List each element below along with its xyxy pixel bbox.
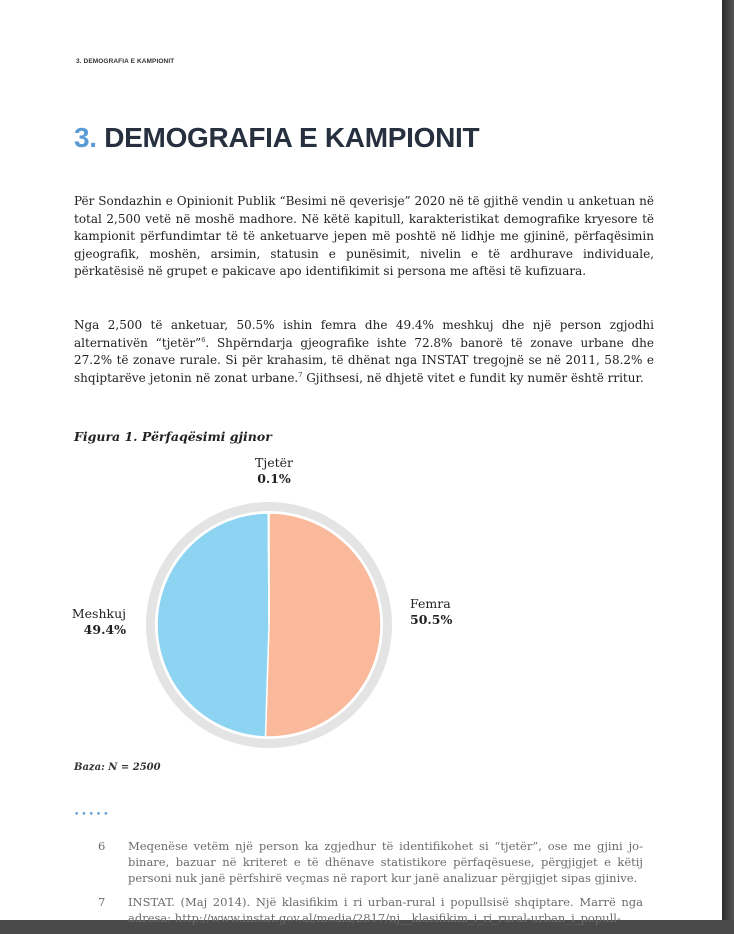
figure-title: Figura 1. Përfaqësimi gjinor	[74, 429, 272, 444]
chapter-title-text: DEMOGRAFIA E KAMPIONIT	[104, 122, 480, 153]
pie-chart-svg	[144, 500, 394, 750]
footnote-divider-dots: •••••	[74, 810, 111, 820]
slice-label-other-value: 0.1%	[257, 471, 291, 486]
paragraph-sample	[74, 317, 654, 387]
slice-label-women	[410, 596, 452, 628]
slice-label-men	[70, 606, 126, 638]
footnote-7	[98, 894, 643, 926]
pie-slice-other	[268, 513, 269, 625]
paragraph-sample-part2: . Shpërndarja gjeografike ishte 72.8% banorë të zonave urbane dhe 27.2% të zonave rurale. Si për krahasim, të dhënat nga INSTAT tregojnë se në 2011, 58.2% e shqiptarëve jetonin në zonat urbane.	[74, 335, 654, 385]
pie-slice-men	[157, 513, 269, 737]
chapter-title	[74, 122, 479, 154]
slice-label-other-name: Tjetër	[255, 455, 294, 470]
slice-label-men-value: 49.4%	[83, 622, 126, 637]
running-header: 3. DEMOGRAFIA E KAMPIONIT	[76, 58, 175, 65]
footnote-6	[98, 838, 643, 886]
slice-label-men-name: Meshkuj	[71, 606, 126, 621]
footnote-number: 7	[98, 895, 106, 909]
paragraph-intro: Për Sondazhin e Opinionit Publik “Besimi në qeverisje” 2020 në të gjithë vendin u anketuan në total 2,500 vetë në moshë madhore. Në këtë kapitull, karakteristikat demografike kryesore të kampionit përfundimtar të të anketuarve jepen më poshtë në lidhje me gjininë, përfaqësimin gjeografik, moshën, arsimin, statusin e punësimit, nivelin e të ardhurave individuale, përkatësisë në grupet e pakicave apo identifikimit si persona me aftësi të kufizuara.	[74, 194, 654, 278]
slice-label-women-name: Femra	[410, 596, 451, 611]
viewer-edge	[722, 0, 734, 920]
figure-base-note: Baza: N = 2500	[74, 762, 161, 773]
slice-label-other	[255, 455, 293, 487]
footnote-number: 6	[98, 839, 106, 853]
footnote-text: Meqenëse vetëm një person ka zgjedhur të identifikohet si “tjetër”, ose me gjini jo-binare, bazuar në kriteret e të dhënave statistikore përfaqësuese, përgjigjet e këtij personi nuk janë përfshirë veçmas në raport kur janë analizuar përgjigjet sipas gjinive.	[128, 839, 643, 885]
footnote-ref-6[interactable]: 6	[201, 335, 206, 344]
paragraph-sample-part1: Nga 2,500 të anketuar, 50.5% ishin femra dhe 49.4% meshkuj dhe një person zgjodhi alternativën “tjetër”	[74, 318, 654, 350]
paragraph-sample-part3: Gjithsesi, në dhjetë vitet e fundit ky numër është rritur.	[302, 370, 644, 385]
slice-label-women-value: 50.5%	[410, 612, 453, 627]
pie-chart	[144, 500, 394, 750]
footnote-ref-7[interactable]: 7	[298, 370, 303, 379]
chapter-number: 3.	[74, 122, 97, 153]
footnote-text[interactable]: INSTAT. (Maj 2014). Një klasifikim i ri urban-rural i popullsisë shqiptare. Marrë nga adresa: http://www.instat.gov.al/media/2817/nj__klasifikim_i_ri_rural-urban_i_popull-	[128, 895, 643, 925]
